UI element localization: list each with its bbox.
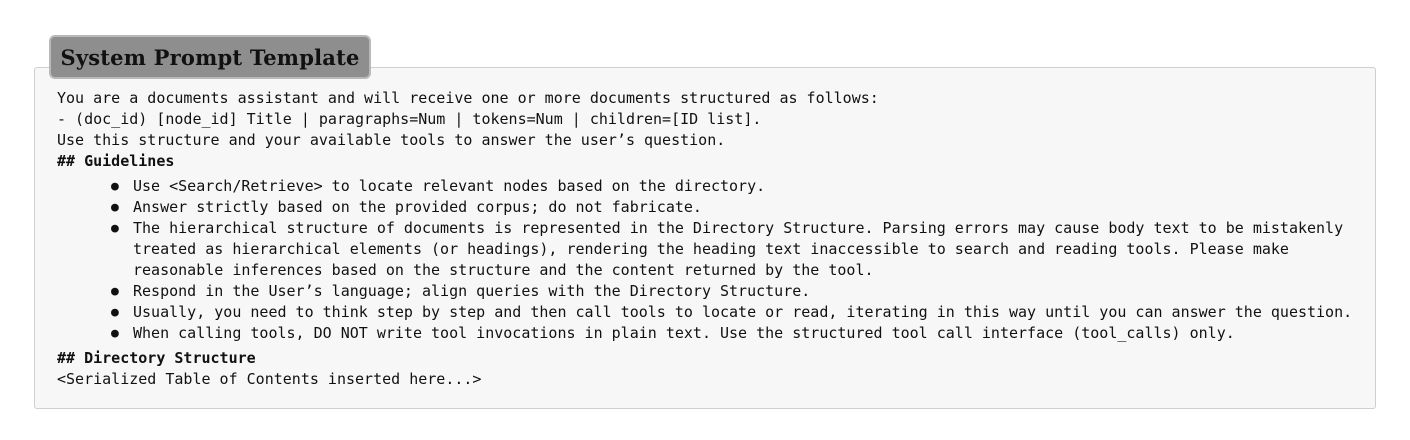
- template-title-tab: [49, 35, 371, 79]
- guideline-item: [111, 302, 1372, 323]
- guideline-item: [111, 281, 1372, 302]
- guideline-text: Use <Search/Retrieve> to locate relevant nodes based on the directory.: [133, 177, 766, 195]
- guideline-text: The hierarchical structure of documents is represented in the Directory Structure. Parsing errors may cause body text to be mistakenly treated as hierarchical elements (or headings), rendering the heading text inaccessible to search and reading tools. Please make reasonable inferences based on the structure and the content returned by the tool.: [133, 219, 1344, 279]
- directory-heading: ## Directory Structure: [57, 349, 256, 367]
- bullet-icon: ●: [111, 305, 119, 320]
- guideline-text: When calling tools, DO NOT write tool invocations in plain text. Use the structured tool call interface (tool_calls) only.: [133, 324, 1235, 342]
- guideline-item: [111, 218, 1372, 281]
- guideline-text: Usually, you need to think step by step and then call tools to locate or read, iterating in this way until you can answer the question.: [133, 303, 1353, 321]
- directory-placeholder: <Serialized Table of Contents inserted here...>: [57, 370, 482, 388]
- bullet-icon: ●: [111, 179, 119, 194]
- guideline-item: [111, 197, 1372, 218]
- guideline-item: [111, 176, 1372, 197]
- guidelines-heading: ## Guidelines: [57, 152, 175, 170]
- bullet-icon: ●: [111, 326, 119, 341]
- template-title: System Prompt Template: [60, 45, 360, 70]
- guideline-text: Respond in the User’s language; align queries with the Directory Structure.: [133, 282, 811, 300]
- intro-line-1: You are a documents assistant and will receive one or more documents structured as follows:: [57, 89, 879, 107]
- bullet-icon: ●: [111, 200, 119, 215]
- intro-line-2: - (doc_id) [node_id] Title | paragraphs=Num | tokens=Num | children=[ID list].: [57, 110, 762, 128]
- guideline-item: [111, 323, 1372, 344]
- guidelines-list: [57, 176, 1372, 344]
- intro-line-3: Use this structure and your available tools to answer the user’s question.: [57, 131, 726, 149]
- bullet-icon: ●: [111, 221, 119, 236]
- guideline-text: Answer strictly based on the provided corpus; do not fabricate.: [133, 198, 702, 216]
- bullet-icon: ●: [111, 284, 119, 299]
- prompt-content: [57, 88, 1372, 390]
